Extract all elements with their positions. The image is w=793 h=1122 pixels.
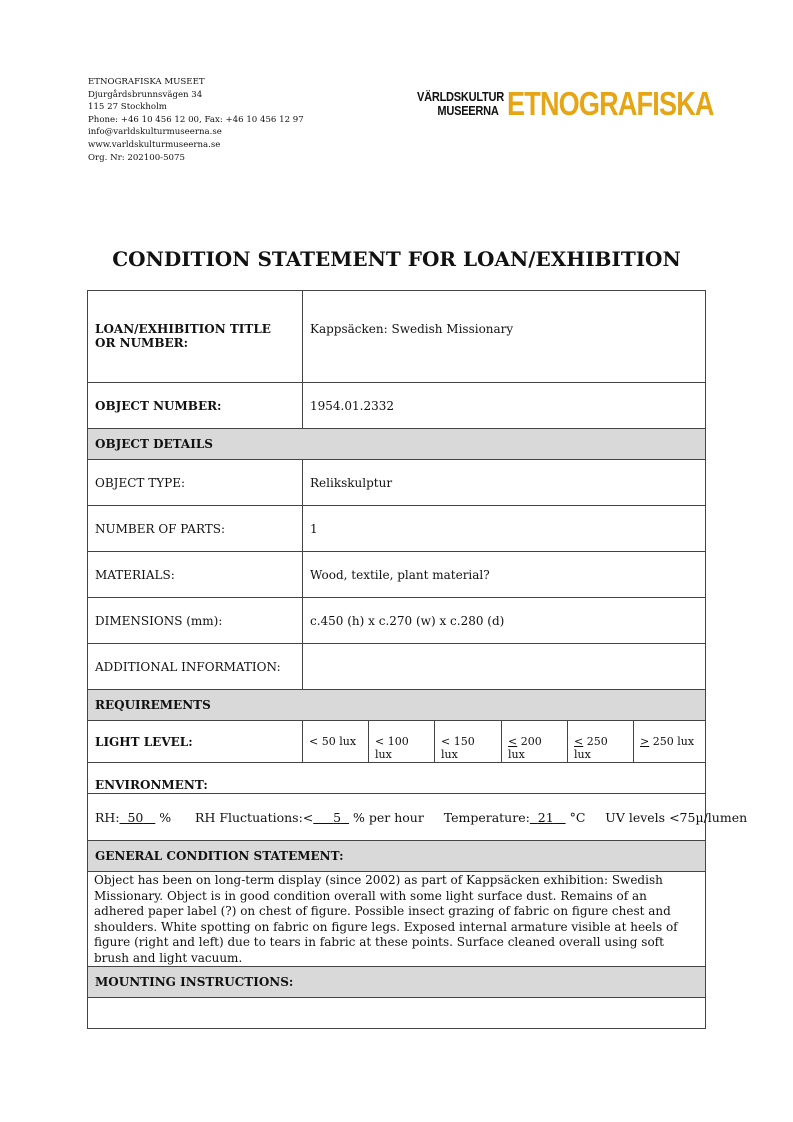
- light-option-100[interactable]: < 100 lux: [369, 721, 435, 763]
- light-option-over-250[interactable]: > 250 lux: [634, 721, 706, 763]
- additional-info-field[interactable]: [303, 644, 706, 690]
- museum-logo: [417, 85, 759, 123]
- rh-field[interactable]: 50: [127, 809, 144, 825]
- address-line: ETNOGRAFISKA MUSEET: [88, 77, 205, 87]
- loan-title-field[interactable]: Kappsäcken: Swedish Missionary: [303, 291, 706, 383]
- address-line: Org. Nr: 202100-5075: [88, 152, 185, 163]
- parts-field[interactable]: 1: [303, 506, 706, 552]
- logo-brand: ETNOGRAFISKA: [507, 85, 714, 122]
- condition-form: [87, 290, 748, 1029]
- object-details-heading: OBJECT DETAILS: [88, 429, 706, 460]
- general-condition-heading: GENERAL CONDITION STATEMENT:: [88, 841, 706, 872]
- materials-field[interactable]: Wood, textile, plant material?: [303, 552, 706, 598]
- temperature-field[interactable]: 21: [537, 809, 554, 825]
- object-type-field[interactable]: Relikskulptur: [303, 460, 706, 506]
- address-line: Phone: +46 10 456 12 00, Fax: +46 10 456 12 97: [88, 114, 304, 125]
- environment-values: RH: 50 % RH Fluctuations:< 5 % per hour Temperature: 21 °C UV levels <75µ/lumen: [88, 794, 706, 841]
- object-number-label: OBJECT NUMBER:: [88, 383, 303, 429]
- requirements-heading: REQUIREMENTS: [88, 690, 706, 721]
- additional-info-label: ADDITIONAL INFORMATION:: [88, 644, 303, 690]
- light-level-label: LIGHT LEVEL:: [88, 721, 303, 763]
- light-option-200[interactable]: < 200 lux: [502, 721, 568, 763]
- materials-label: MATERIALS:: [88, 552, 303, 598]
- loan-title-label: LOAN/EXHIBITION TITLE OR NUMBER:: [88, 291, 303, 383]
- address-line: info@varldskulturmuseerna.se: [88, 127, 222, 138]
- address-line: Djurgårdsbrunnsvägen 34: [88, 89, 203, 100]
- rh-fluctuation-field[interactable]: 5: [333, 809, 342, 825]
- object-type-label: OBJECT TYPE:: [88, 460, 303, 506]
- page-title: CONDITION STATEMENT FOR LOAN/EXHIBITION: [112, 247, 681, 271]
- museum-address: [88, 76, 304, 164]
- parts-label: NUMBER OF PARTS:: [88, 506, 303, 552]
- address-line: www.varldskulturmuseerna.se: [88, 139, 221, 150]
- mounting-instructions-field[interactable]: [88, 998, 706, 1029]
- dimensions-field[interactable]: c.450 (h) x c.270 (w) x c.280 (d): [303, 598, 706, 644]
- address-line: 115 27 Stockholm: [88, 102, 167, 113]
- general-condition-text[interactable]: Object has been on long-term display (since 2002) as part of Kappsäcken exhibition: Swedish Missionary. Object is in good condition overall with some light surface dust. Remains of an adhered paper label (?) on chest of figure. Possible insect grazing of fabric on figure chest and shoulders. White spotting on fabric on figure legs. Exposed internal armature visible at heels of figure (right and left) due to tears in fabric at these points. Surface cleaned overall using soft brush and light vacuum.: [88, 872, 706, 967]
- light-option-250[interactable]: < 250 lux: [568, 721, 634, 763]
- light-option-50[interactable]: < 50 lux: [303, 721, 369, 763]
- light-option-150[interactable]: < 150 lux: [435, 721, 502, 763]
- environment-heading: ENVIRONMENT:: [88, 763, 706, 794]
- mounting-instructions-heading: MOUNTING INSTRUCTIONS:: [88, 967, 706, 998]
- object-number-field[interactable]: 1954.01.2332: [303, 383, 706, 429]
- dimensions-label: DIMENSIONS (mm):: [88, 598, 303, 644]
- logo-wordmark: VÄRLDSKULTUR MUSEERNA: [417, 89, 504, 118]
